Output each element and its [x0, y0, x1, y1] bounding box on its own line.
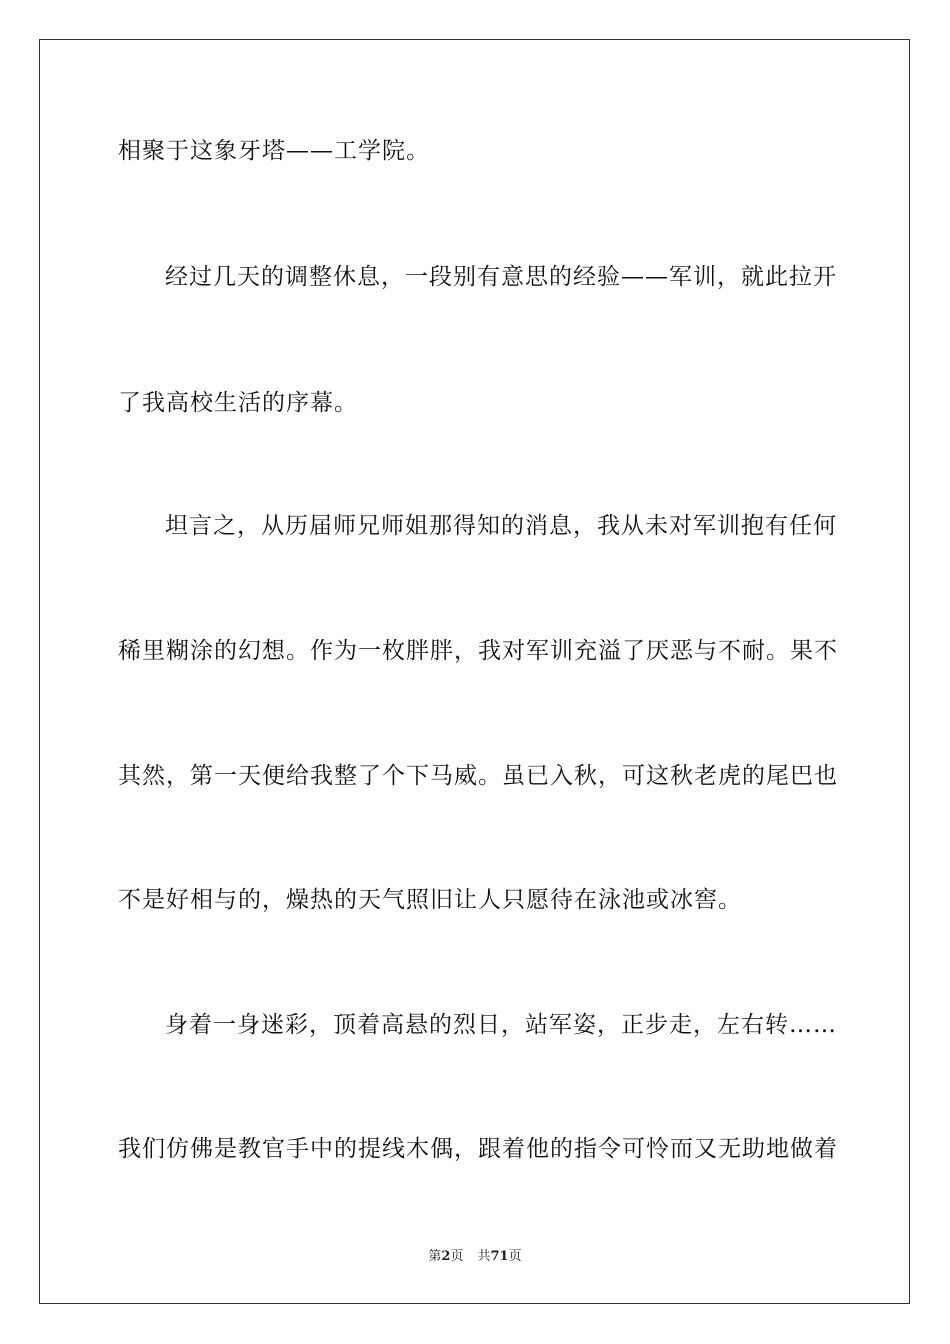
- body-line-9: 我们仿佛是教官手中的提线木偶，跟着他的指令可怜而又无助地做着: [118, 1136, 838, 1162]
- body-line-5: 稀里糊涂的幻想。作为一枚胖胖，我对军训充溢了厌恶与不耐。果不: [118, 638, 838, 664]
- page-border: [39, 39, 910, 1304]
- body-line-3: 了我高校生活的序幕。: [118, 390, 358, 416]
- body-line-4: 坦言之，从历届师兄师姐那得知的消息，我从未对军训抱有任何: [165, 513, 837, 539]
- body-line-6: 其然，第一天便给我整了个下马威。虽已入秋，可这秋老虎的尾巴也: [118, 763, 838, 789]
- body-line-1: 相聚于这象牙塔——工学院。: [118, 138, 430, 164]
- body-line-2: 经过几天的调整休息，一段别有意思的经验——军训，就此拉开: [165, 264, 837, 290]
- page-footer: [0, 1248, 950, 1266]
- body-line-7: 不是好相与的，燥热的天气照旧让人只愿待在泳池或冰窖。: [118, 887, 742, 913]
- page-number-label: 第2页: [428, 1249, 464, 1264]
- body-line-8: 身着一身迷彩，顶着高悬的烈日，站军姿，正步走，左右转……: [165, 1012, 837, 1038]
- total-pages-label: 共71页: [477, 1249, 522, 1264]
